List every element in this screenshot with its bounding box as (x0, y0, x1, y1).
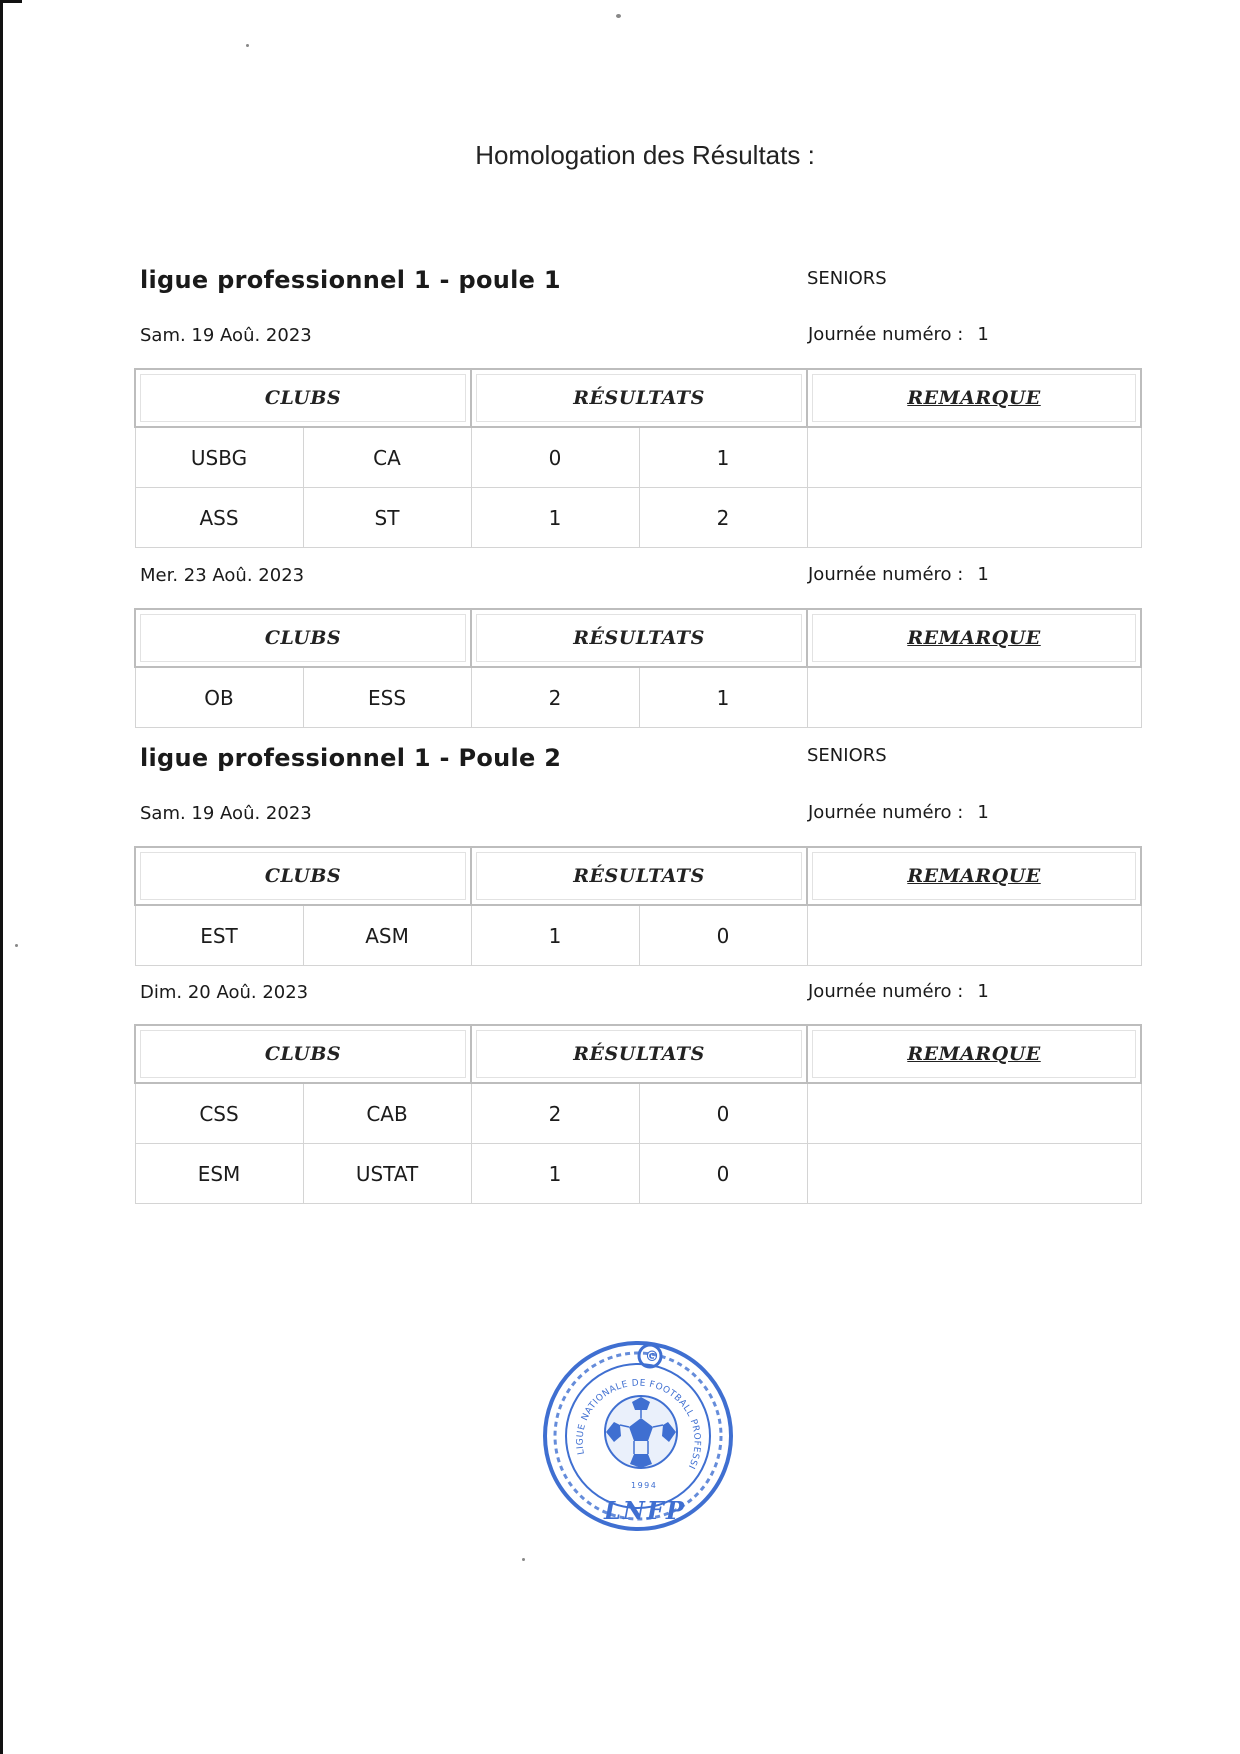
results-header: RÉSULTATS (471, 609, 807, 667)
results-table (134, 1024, 1142, 1204)
table-row (135, 427, 1141, 488)
away-score: 1 (639, 427, 807, 488)
section-heading-poule-2: ligue professionnel 1 - Poule 2 (140, 744, 562, 772)
table-row (135, 667, 1141, 728)
results-table (134, 846, 1142, 966)
remark-header: REMARQUE (807, 609, 1141, 667)
home-club: OB (135, 667, 303, 728)
stamp-arc-text: LIGUE NATIONALE DE FOOTBALL PROFESSI (575, 1378, 702, 1471)
results-table (134, 368, 1142, 548)
round-number: 1 (977, 802, 989, 823)
section-heading-poule-1: ligue professionnel 1 - poule 1 (140, 266, 561, 294)
page-title: Homologation des Résultats : (475, 140, 815, 170)
table-header-row (135, 369, 1141, 427)
round-label: Journée numéro : (808, 324, 964, 345)
scan-speck (15, 944, 18, 947)
results-table (134, 608, 1142, 728)
table-row (135, 1083, 1141, 1144)
table-header-row (135, 1025, 1141, 1083)
table-header-row (135, 847, 1141, 905)
match-date: Sam. 19 Aoû. 2023 (140, 803, 312, 824)
clubs-header: CLUBS (135, 369, 471, 427)
scan-speck (246, 44, 249, 47)
home-score: 1 (471, 905, 639, 966)
clubs-header: CLUBS (135, 609, 471, 667)
away-club: USTAT (303, 1144, 471, 1204)
round-number: 1 (977, 324, 989, 345)
away-club: ASM (303, 905, 471, 966)
remark-header: REMARQUE (807, 847, 1141, 905)
remark-cell (807, 488, 1141, 548)
round-number: 1 (977, 981, 989, 1002)
home-club: ESM (135, 1144, 303, 1204)
remark-cell (807, 427, 1141, 488)
remark-header: REMARQUE (807, 1025, 1141, 1083)
remark-cell (807, 1083, 1141, 1144)
page-corner-shadow (0, 0, 22, 3)
table-row (135, 905, 1141, 966)
scan-speck (522, 1558, 525, 1561)
match-date: Mer. 23 Aoû. 2023 (140, 565, 305, 586)
round-info (808, 981, 1008, 1002)
home-club: ASS (135, 488, 303, 548)
home-score: 1 (471, 1144, 639, 1204)
away-score: 0 (639, 905, 807, 966)
home-score: 0 (471, 427, 639, 488)
home-score: 2 (471, 667, 639, 728)
stamp-year: 1994 (631, 1481, 658, 1490)
table-header-row (135, 609, 1141, 667)
round-info (808, 324, 1008, 345)
round-label: Journée numéro : (808, 802, 964, 823)
away-score: 0 (639, 1083, 807, 1144)
football-icon (605, 1396, 677, 1468)
results-header: RÉSULTATS (471, 369, 807, 427)
round-info (808, 564, 1008, 585)
stamp-initials: LNFP (604, 1496, 686, 1525)
round-info (808, 802, 1008, 823)
results-header: RÉSULTATS (471, 1025, 807, 1083)
home-club: EST (135, 905, 303, 966)
table-row (135, 1144, 1141, 1204)
home-club: CSS (135, 1083, 303, 1144)
category-label: SENIORS (807, 745, 887, 766)
home-club: USBG (135, 427, 303, 488)
home-score: 2 (471, 1083, 639, 1144)
table-row (135, 488, 1141, 548)
remark-cell (807, 1144, 1141, 1204)
home-score: 1 (471, 488, 639, 548)
page-edge-shadow (0, 0, 3, 1754)
away-club: ESS (303, 667, 471, 728)
match-date: Sam. 19 Aoû. 2023 (140, 325, 312, 346)
lnfp-stamp (538, 1336, 738, 1536)
scan-speck (616, 14, 621, 18)
away-score: 0 (639, 1144, 807, 1204)
clubs-header: CLUBS (135, 1025, 471, 1083)
results-header: RÉSULTATS (471, 847, 807, 905)
away-score: 1 (639, 667, 807, 728)
away-club: ST (303, 488, 471, 548)
clubs-header: CLUBS (135, 847, 471, 905)
round-label: Journée numéro : (808, 564, 964, 585)
round-label: Journée numéro : (808, 981, 964, 1002)
category-label: SENIORS (807, 268, 887, 289)
round-number: 1 (977, 564, 989, 585)
remark-cell (807, 905, 1141, 966)
remark-header: REMARQUE (807, 369, 1141, 427)
remark-cell (807, 667, 1141, 728)
match-date: Dim. 20 Aoû. 2023 (140, 982, 309, 1003)
away-club: CA (303, 427, 471, 488)
lnfp-seal-icon (538, 1336, 738, 1536)
svg-text:©: © (645, 1349, 659, 1365)
away-score: 2 (639, 488, 807, 548)
away-club: CAB (303, 1083, 471, 1144)
